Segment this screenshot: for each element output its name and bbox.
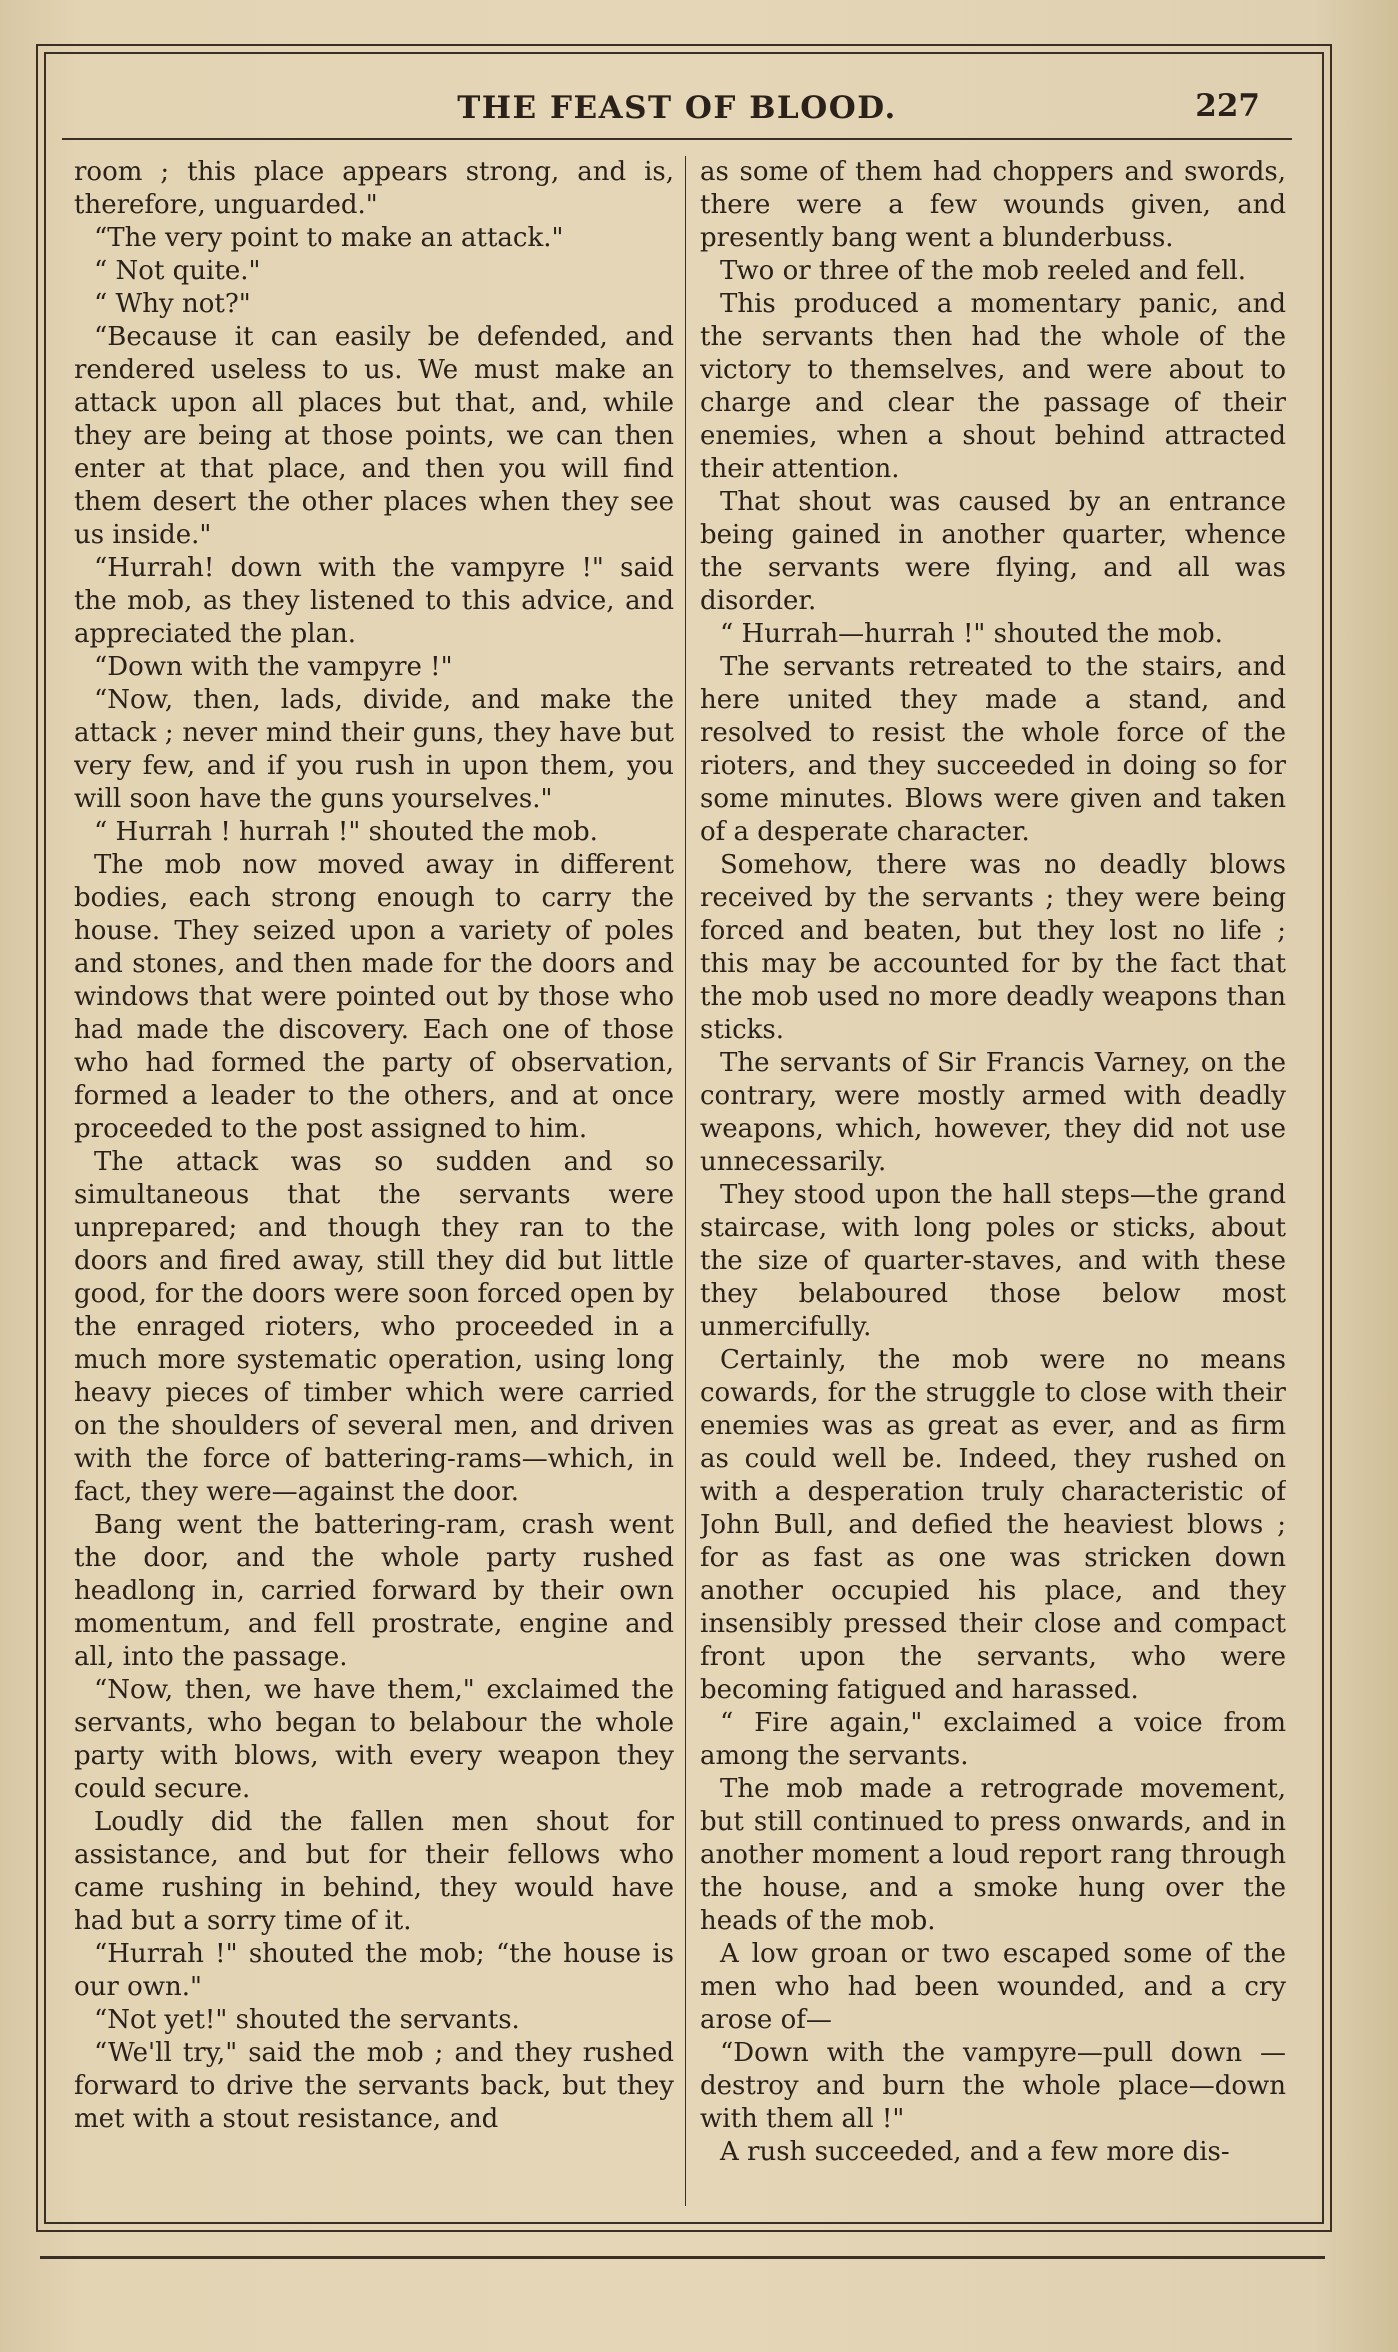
paragraph: “Hurrah! down with the vampyre !" said the mob, as they listened to this advice, and appreciated the plan. [74,553,674,649]
paragraph: “Now, then, we have them," exclaimed the servants, who began to belabour the whole party with blows, with every weapon they could secure. [74,1675,674,1804]
running-header [62,82,1292,134]
paragraph: This produced a momentary panic, and the servants then had the whole of the victory to themselves, and were about to charge and clear the passage of their enemies, when a shout behind attracted their attention. [700,289,1286,484]
page-number: 227 [1195,88,1260,124]
paragraph: “Not yet!" shouted the servants. [94,2005,520,2035]
paragraph: The servants of Sir Francis Varney, on the contrary, were mostly armed with deadly weapons, which, however, they did not use unnecessarily. [700,1048,1286,1177]
paragraph: as some of them had choppers and swords, there were a few wounds given, and presently bang went a blunderbuss. [700,157,1286,253]
header-rule [62,138,1292,140]
paragraph: That shout was caused by an entrance being gained in another quarter, whence the servants were flying, and all was disorder. [700,487,1286,616]
paragraph: The attack was so sudden and so simultaneous that the servants were unprepared; and though they ran to the doors and fired away, still they did but little good, for the doors were soon forced open by the enraged rioters, who proceeded in a much more systematic operation, using long heavy pieces of timber which were carried on the shoulders of several men, and driven with the force of battering-rams—which, in fact, they were—against the door. [74,1147,674,1507]
bottom-rule [40,2256,1325,2259]
paragraph: “ Hurrah—hurrah !" shouted the mob. [720,619,1223,649]
paragraph: Bang went the battering-ram, crash went the door, and the whole party rushed headlong in, carried forward by their own momentum, and fell prostrate, engine and all, into the passage. [74,1510,674,1672]
paragraph: The mob made a retrograde movement, but still continued to press onwards, and in another moment a loud report rang through the house, and a smoke hung over the heads of the mob. [700,1774,1286,1936]
paragraph: “Down with the vampyre !" [94,652,453,682]
paragraph: “ Fire again," exclaimed a voice from among the servants. [700,1708,1286,1771]
paragraph: “ Why not?" [94,289,251,319]
paragraph: A rush succeeded, and a few more dis- [720,2137,1230,2167]
paragraph: A low groan or two escaped some of the men who had been wounded, and a cry arose of— [700,1939,1286,2035]
right-column [700,156,1286,2206]
paragraph: Two or three of the mob reeled and fell. [720,256,1247,286]
paragraph: Certainly, the mob were no means cowards, for the struggle to close with their enemies was as great as ever, and as firm as could well be. Indeed, they rushed on with a desperation truly characteristic of John Bull, and defied the heaviest blows ; for as fast as one was stricken down another occupied his place, and they insensibly pressed their close and compact front upon the servants, who were becoming fatigued and harassed. [700,1345,1286,1705]
paragraph: Somehow, there was no deadly blows received by the servants ; they were being forced and beaten, but they lost no life ; this may be accounted for by the fact that the mob used no more deadly weapons than sticks. [700,850,1286,1045]
paragraph: “ Not quite." [94,256,261,286]
paragraph: “Because it can easily be defended, and rendered useless to us. We must make an attack upon all places but that, and, while they are being at those points, we can then enter at that place, and then you will find them desert the other places when they see us inside." [74,322,674,550]
paragraph: “We'll try," said the mob ; and they rushed forward to drive the servants back, but they met with a stout resistance, and [74,2038,674,2134]
paragraph: Loudly did the fallen men shout for assistance, and but for their fellows who came rushing in behind, they would have had but a sorry time of it. [74,1807,674,1936]
paragraph: “Now, then, lads, divide, and make the attack ; never mind their guns, they have but very few, and if you rush in upon them, you will soon have the guns yourselves." [74,685,674,814]
paragraph: “ Hurrah ! hurrah !" shouted the mob. [94,817,598,847]
paragraph: The servants retreated to the stairs, and here united they made a stand, and resolved to resist the whole force of the rioters, and they succeeded in doing so for some minutes. Blows were given and taken of a desperate character. [700,652,1286,847]
paragraph: The mob now moved away in different bodies, each strong enough to carry the house. They seized upon a variety of poles and stones, and then made for the doors and windows that were pointed out by those who had made the discovery. Each one of those who had formed the party of observation, formed a leader to the others, and at once proceeded to the post assigned to him. [74,850,674,1144]
left-column [74,156,674,2206]
paragraph: They stood upon the hall steps—the grand staircase, with long poles or sticks, about the size of quarter-staves, and with these they belaboured those below most unmercifully. [700,1180,1286,1342]
paragraph: room ; this place appears strong, and is, therefore, unguarded." [74,157,674,220]
column-divider [685,156,686,2206]
paragraph: “Down with the vampyre—pull down —destroy and burn the whole place—down with them all !" [700,2038,1286,2134]
paragraph: “The very point to make an attack." [94,223,564,253]
paragraph: “Hurrah !" shouted the mob; “the house is our own." [74,1939,674,2002]
running-title: THE FEAST OF BLOOD. [457,90,897,126]
